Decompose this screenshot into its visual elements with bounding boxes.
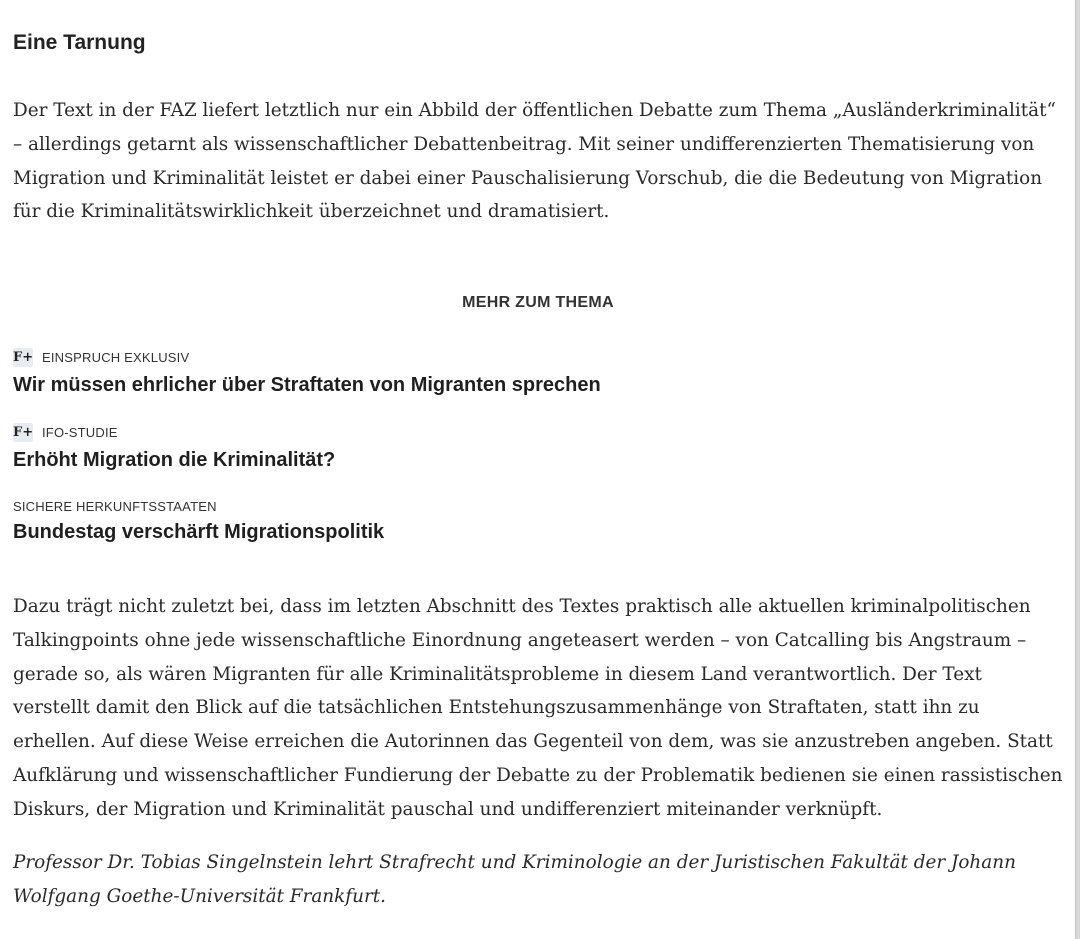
faz-plus-icon: F+ [13, 424, 34, 440]
related-article-link[interactable]: Wir müssen ehrlicher über Straftaten von Migranten sprechen [13, 374, 601, 396]
faz-plus-icon: F+ [13, 349, 34, 365]
related-article-kicker-row [13, 421, 1063, 443]
related-articles-box [13, 290, 1063, 543]
article-paragraph: Der Text in der FAZ liefert letztlich nur ein Abbild der öffentlichen Debatte zum Thema „Ausländerkriminalität“ – allerdings getarnt als wissenschaftlicher Debattenbeitrag. Mit seiner undifferenzierten Thematisierung von Migration und Kriminalität leistet er dabei einer Pauschalisierung Vorschub, die die Bedeutung von Migration für die Kriminalitätswirklichkeit überzeichnet und dramatisiert. [13, 100, 1056, 223]
author-bio: Professor Dr. Tobias Singelnstein lehrt Strafrecht und Kriminologie an der Juristischen Fakultät der Johann Wolfgang Goethe-Universität Frankfurt. [13, 852, 1016, 907]
related-articles-title: MEHR ZUM THEMA [462, 294, 614, 311]
related-article-kicker-row [13, 495, 1063, 517]
related-article-item[interactable] [13, 346, 1063, 398]
related-article-item[interactable] [13, 495, 1063, 545]
related-article-kicker: IFO-STUDIE [42, 424, 118, 440]
related-article-link[interactable]: Erhöht Migration die Kriminalität? [13, 449, 336, 471]
related-article-item[interactable] [13, 421, 1063, 473]
related-article-kicker: SICHERE HERKUNFTSSTAATEN [13, 498, 217, 514]
section-heading: Eine Tarnung [13, 31, 146, 54]
related-article-link[interactable]: Bundestag verschärft Migrationspolitik [13, 521, 385, 543]
scrollbar[interactable] [1075, 0, 1080, 939]
article-paragraph: Dazu trägt nicht zuletzt bei, dass im letzten Abschnitt des Textes praktisch alle aktuellen kriminalpolitischen Talkingpoints ohne jede wissenschaftliche Einordnung angeteasert werden – von Catcalling bis Angstraum – gerade so, als wären Migranten für alle Kriminalitätsprobleme in diesem Land verantwortlich. Der Text verstellt damit den Blick auf die tatsächlichen Entstehungszusammenhänge von Straftaten, statt ihn zu erhellen. Auf diese Weise erreichen die Autorinnen das Gegenteil von dem, was sie anzustreben angeben. Statt Aufklärung und wissenschaftlicher Fundierung der Debatte zu der Problematik bedienen sie einen rassistischen Diskurs, der Migration und Kriminalität pauschal und undifferenziert miteinander verknüpft. [13, 596, 1063, 820]
related-article-kicker-row [13, 346, 1063, 368]
related-article-kicker: EINSPRUCH EXKLUSIV [42, 349, 190, 365]
